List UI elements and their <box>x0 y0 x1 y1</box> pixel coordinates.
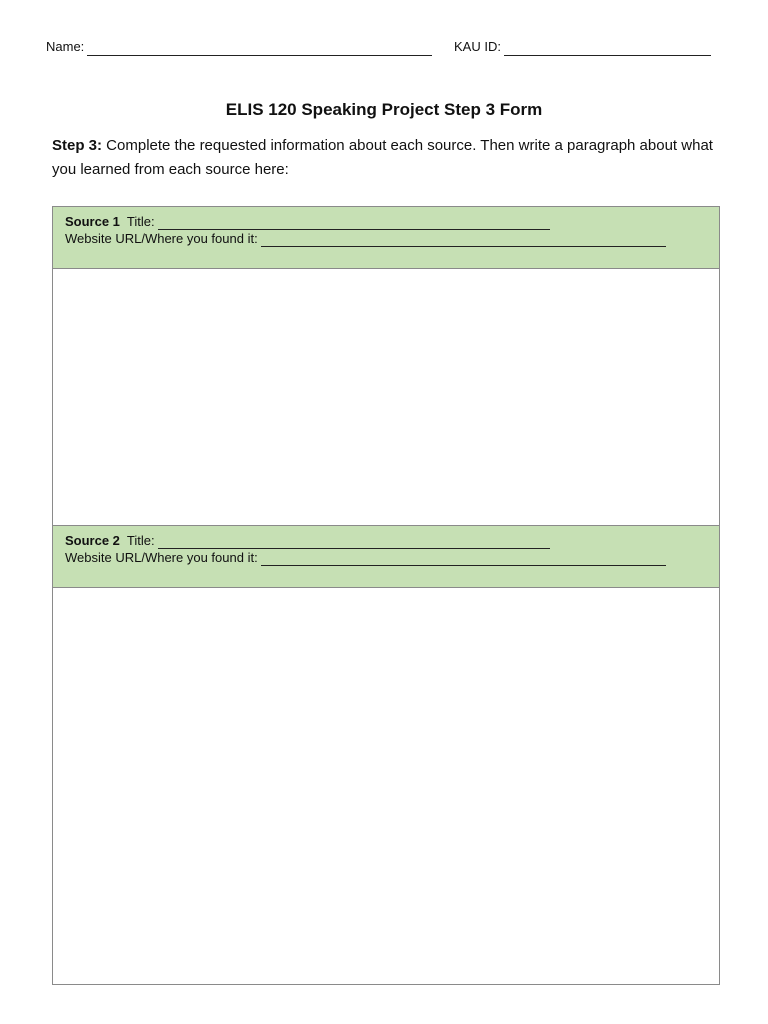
name-field[interactable] <box>46 38 432 56</box>
source-2-title-blank[interactable] <box>158 535 550 549</box>
source-2-header <box>53 526 719 588</box>
source-2-title-label: Title: <box>126 533 155 548</box>
name-blank[interactable] <box>87 42 432 56</box>
source-2-label: Source 2 <box>65 533 120 548</box>
source-2-title-row <box>65 532 719 549</box>
source-2-box <box>52 525 720 985</box>
step-instructions <box>52 134 722 182</box>
source-1-url-label: Website URL/Where you found it: <box>65 231 258 246</box>
source-1-label: Source 1 <box>65 214 120 229</box>
kau-id-blank[interactable] <box>504 42 711 56</box>
source-2-url-blank[interactable] <box>261 552 666 566</box>
source-1-title-label: Title: <box>126 214 155 229</box>
source-1-url-blank[interactable] <box>261 233 666 247</box>
source-1-header <box>53 207 719 269</box>
kau-id-field[interactable] <box>454 38 711 56</box>
source-2-url-row <box>65 549 719 566</box>
kau-id-label: KAU ID: <box>454 39 501 54</box>
source-2-url-label: Website URL/Where you found it: <box>65 550 258 565</box>
step-text: Complete the requested information about each source. Then write a paragraph about what you learned from each source here: <box>52 137 713 178</box>
source-1-title-blank[interactable] <box>158 216 550 230</box>
source-1-box <box>52 206 720 526</box>
step-label: Step 3: <box>52 137 103 154</box>
source-1-url-row <box>65 230 719 247</box>
source-1-title-row <box>65 213 719 230</box>
page-title: ELIS 120 Speaking Project Step 3 Form <box>225 100 543 119</box>
student-info-line <box>46 38 726 56</box>
name-label: Name: <box>46 39 85 54</box>
